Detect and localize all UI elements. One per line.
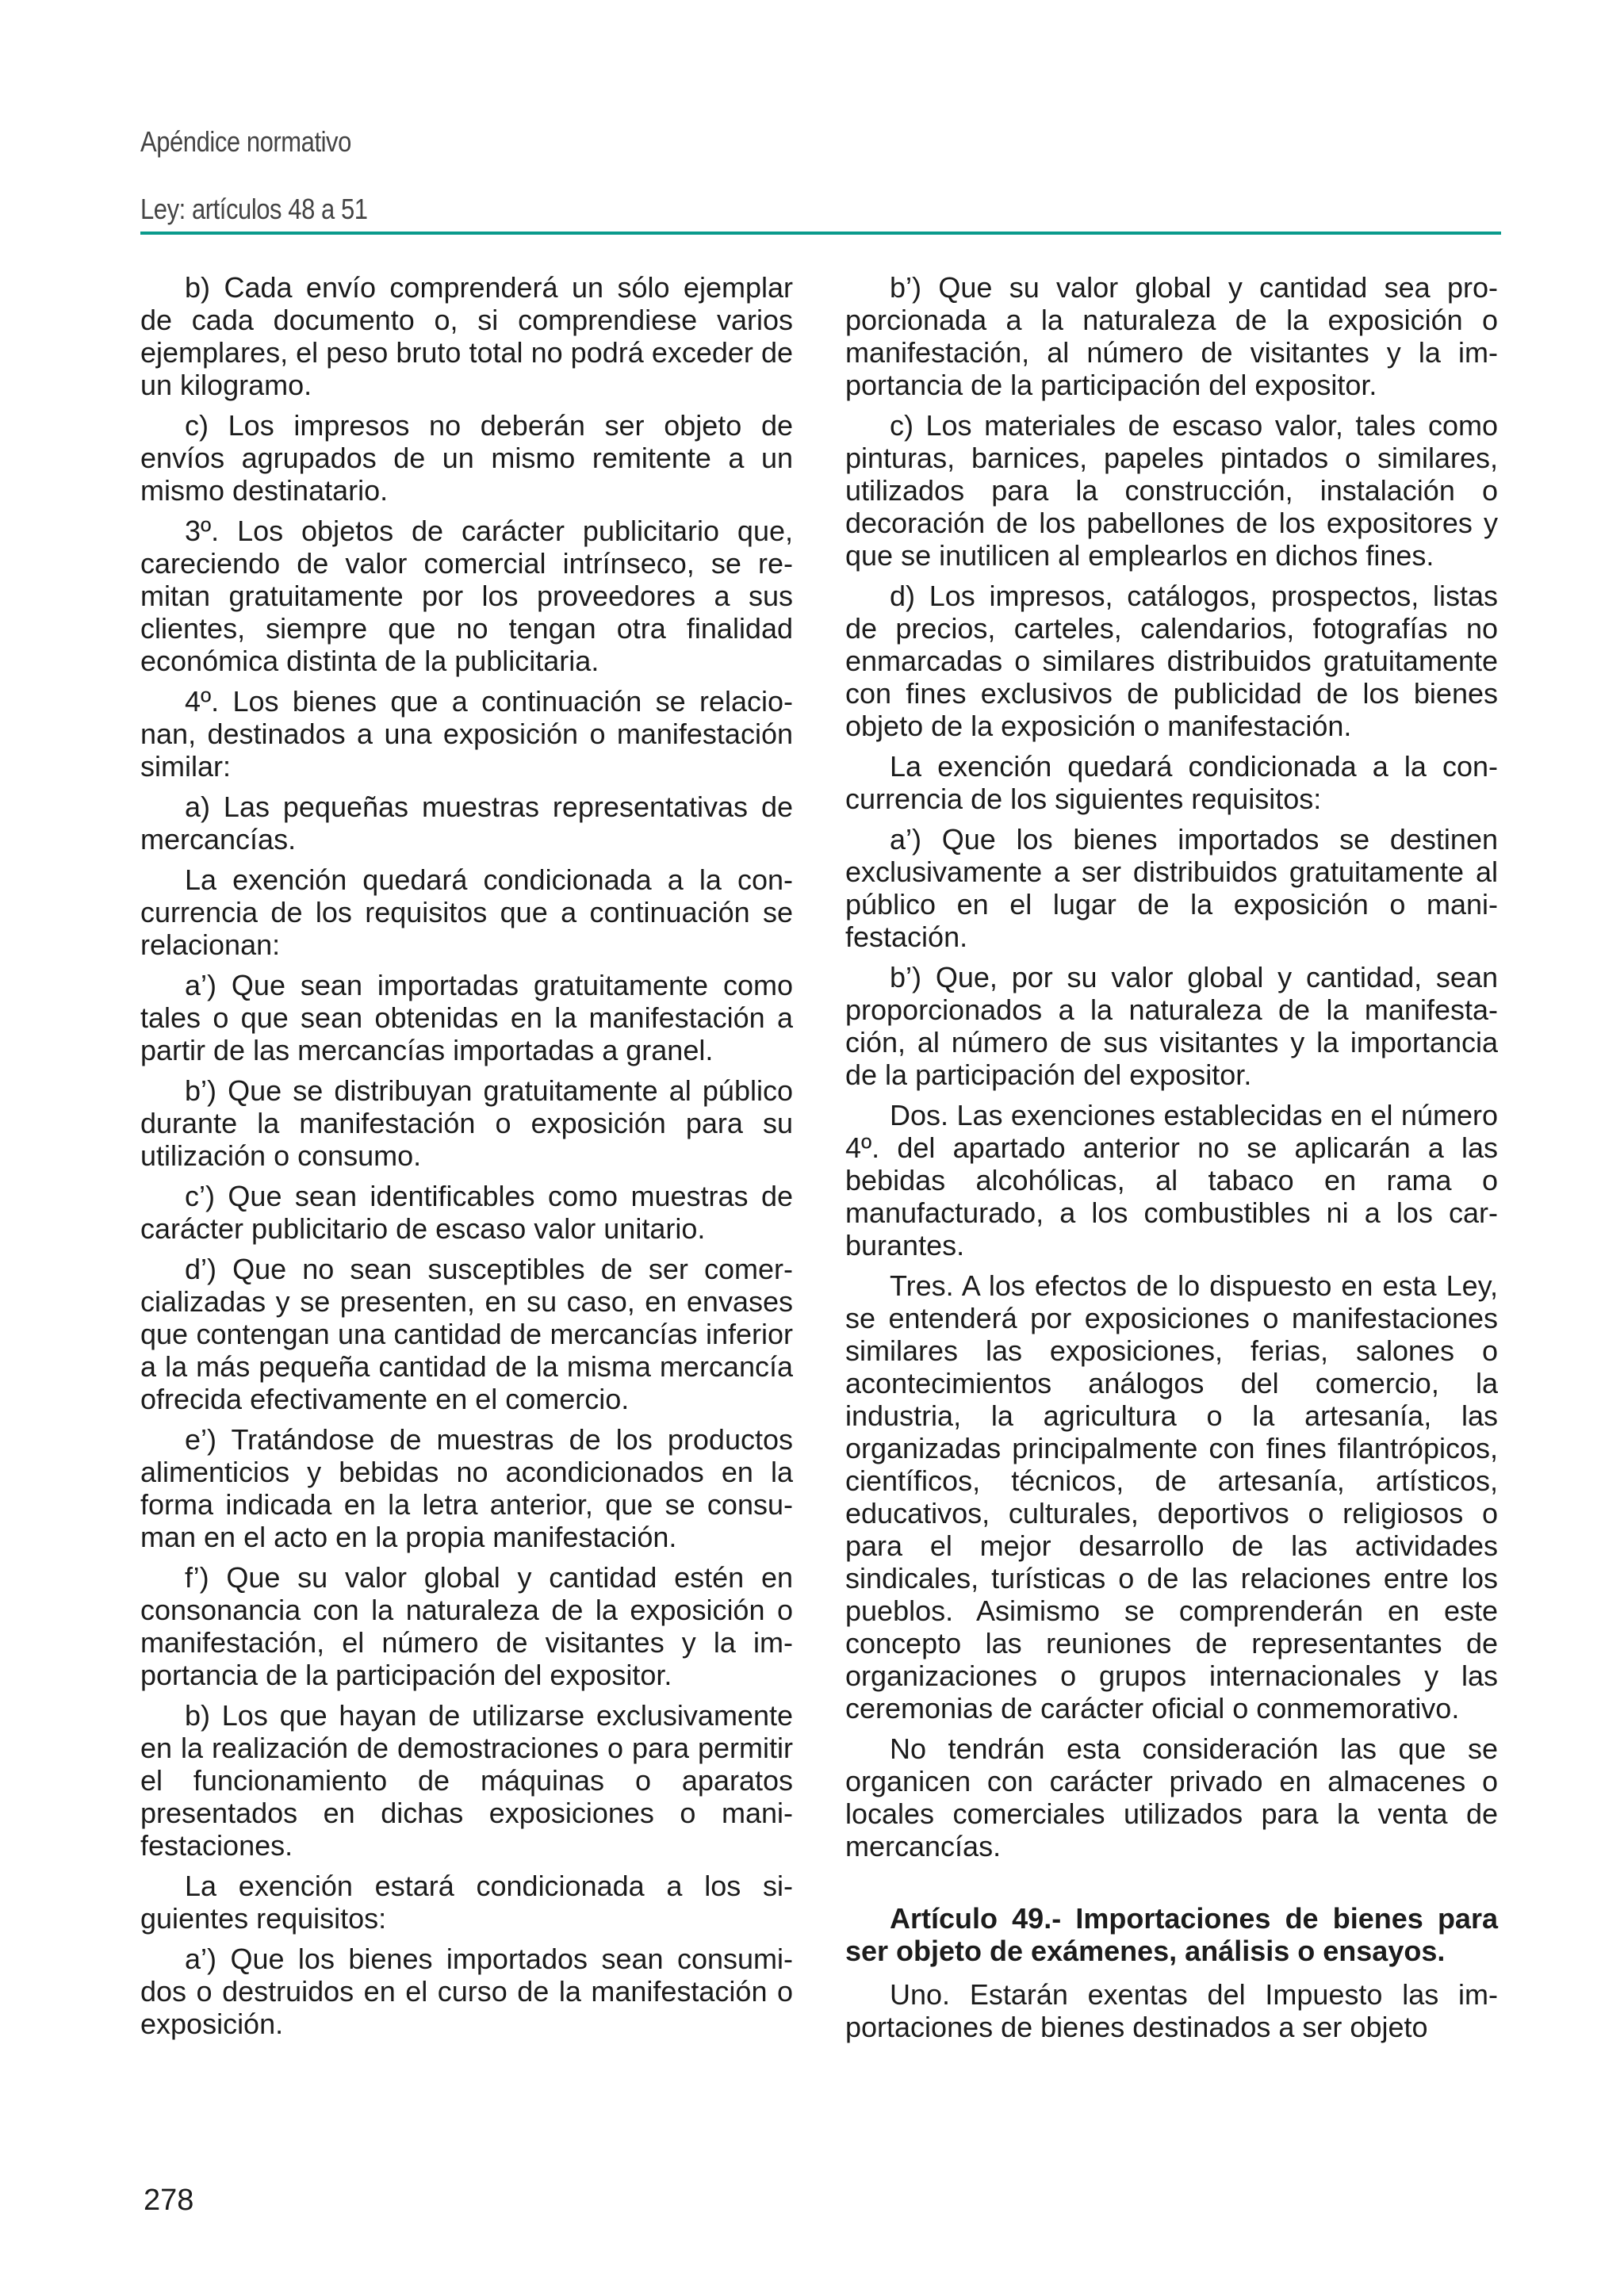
- paragraph: a) Las pequeñas muestras representativas de mercancías.: [140, 790, 793, 856]
- paragraph: f’) Que su valor global y cantidad estén en consonancia con la naturaleza de la exposición o manifestación, el número de visitantes y la importancia de la participación del expositor.: [140, 1561, 793, 1691]
- header-divider: [140, 232, 1501, 235]
- paragraph: Uno. Estarán exentas del Impuesto las importaciones de bienes destinados a ser objeto: [845, 1978, 1498, 2043]
- paragraph: d’) Que no sean susceptibles de ser comercializadas y se presenten, en su caso, en envases que contengan una cantidad de mercancías inferior a la más pequeña cantidad de la misma mercancía ofrecida efectivamente en el comercio.: [140, 1253, 793, 1415]
- paragraph: c’) Que sean identificables como muestras de carácter publicitario de escaso valor unitario.: [140, 1180, 793, 1245]
- paragraph: a’) Que los bienes importados sean consumidos o destruidos en el curso de la manifestación o exposición.: [140, 1943, 793, 2040]
- paragraph: b) Los que hayan de utilizarse exclusivamente en la realización de demostraciones o para permitir el funcionamiento de máquinas o aparatos presentados en dichas exposiciones o manifestaciones.: [140, 1699, 793, 1862]
- paragraph: No tendrán esta consideración las que se organicen con carácter privado en almacenes o locales comerciales utilizados para la venta de mercancías.: [845, 1732, 1498, 1862]
- paragraph: La exención quedará condicionada a la concurrencia de los requisitos que a continuación se relacionan:: [140, 863, 793, 961]
- paragraph: Dos. Las exenciones establecidas en el número 4º. del apartado anterior no se aplicarán a las bebidas alcohólicas, al tabaco en rama o manufacturado, a los combustibles ni a los carburantes.: [845, 1099, 1498, 1261]
- paragraph: La exención quedará condicionada a la concurrencia de los siguientes requisitos:: [845, 750, 1498, 815]
- paragraph: b’) Que se distribuyan gratuitamente al público durante la manifestación o exposición para su utilización o consumo.: [140, 1074, 793, 1172]
- paragraph: b’) Que su valor global y cantidad sea proporcionada a la naturaleza de la exposición o manifestación, al número de visitantes y la importancia de la participación del expositor.: [845, 271, 1498, 401]
- page-number: 278: [144, 2184, 194, 2217]
- paragraph: c) Los materiales de escaso valor, tales como pinturas, barnices, papeles pintados o similares, utilizados para la construcción, instalación o decoración de los pabellones de los expositores y que se inutilicen al emplearlos en dichos fines.: [845, 409, 1498, 572]
- paragraph: Tres. A los efectos de lo dispuesto en esta Ley, se entenderá por exposiciones o manifestaciones similares las exposiciones, ferias, salones o acontecimientos análogos del comercio, la industria, la agricultura o la artesanía, las organizadas principalmente con fines filantrópicos, científicos, técnicos, de artesanía, artísticos, educativos, culturales, deportivos o religiosos o para el mejor desarrollo de las actividades sindicales, turísticas o de las relaciones entre los pueblos. Asimismo se comprenderán en este concepto las reuniones de representantes de organizaciones o grupos internacionales y las ceremonias de carácter oficial o conmemorativo.: [845, 1269, 1498, 1725]
- header-chapter-title: Ley: artículos 48 a 51: [140, 193, 368, 225]
- paragraph: b’) Que, por su valor global y cantidad, sean proporcionados a la naturaleza de la manifestación, al número de sus visitantes y la importancia de la participación del expositor.: [845, 961, 1498, 1091]
- right-text-column: [845, 271, 1498, 2051]
- paragraph: d) Los impresos, catálogos, prospectos, listas de precios, carteles, calendarios, fotografías no enmarcadas o similares distribuidos gratuitamente con fines exclusivos de publicidad de los bienes objeto de la exposición o manifestación.: [845, 580, 1498, 742]
- paragraph: 3º. Los objetos de carácter publicitario que, careciendo de valor comercial intrínseco, se remitan gratuitamente por los proveedores a sus clientes, siempre que no tengan otra finalidad económica distinta de la publicitaria.: [140, 515, 793, 677]
- paragraph: La exención estará condicionada a los siguientes requisitos:: [140, 1870, 793, 1935]
- paragraph: a’) Que sean importadas gratuitamente como tales o que sean obtenidas en la manifestación a partir de las mercancías importadas a granel.: [140, 969, 793, 1066]
- article-heading: Artículo 49.- Importaciones de bienes para ser objeto de exámenes, análisis o ensayos.: [845, 1902, 1498, 1967]
- paragraph: b) Cada envío comprenderá un sólo ejemplar de cada documento o, si comprendiese varios ejemplares, el peso bruto total no podrá exceder de un kilogramo.: [140, 271, 793, 401]
- paragraph: c) Los impresos no deberán ser objeto de envíos agrupados de un mismo remitente a un mismo destinatario.: [140, 409, 793, 507]
- paragraph: e’) Tratándose de muestras de los productos alimenticios y bebidas no acondicionados en la forma indicada en la letra anterior, que se consuman en el acto en la propia manifestación.: [140, 1423, 793, 1553]
- paragraph: a’) Que los bienes importados se destinen exclusivamente a ser distribuidos gratuitamente al público en el lugar de la exposición o manifestación.: [845, 823, 1498, 953]
- left-text-column: [140, 271, 793, 2048]
- header-section-title: Apéndice normativo: [140, 125, 351, 158]
- paragraph: 4º. Los bienes que a continuación se relacionan, destinados a una exposición o manifestación similar:: [140, 685, 793, 783]
